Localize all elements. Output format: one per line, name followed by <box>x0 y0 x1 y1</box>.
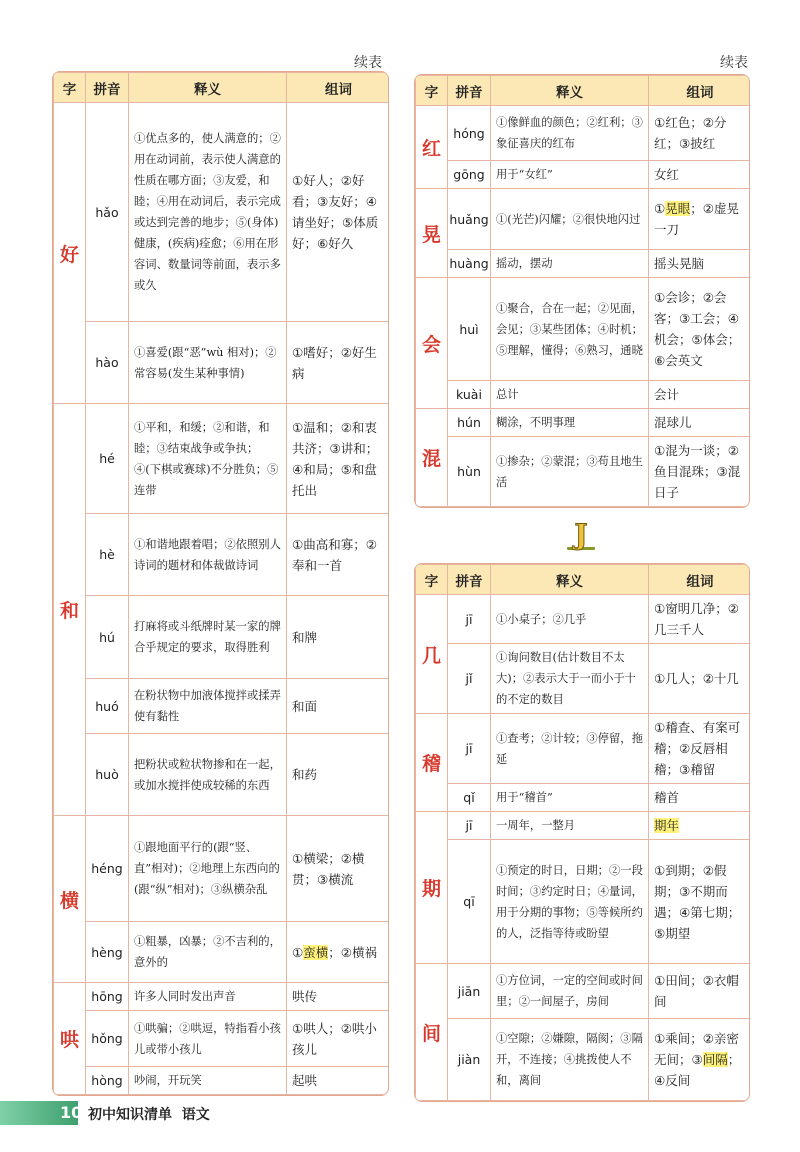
pinyin-cell: hóng <box>448 106 491 161</box>
words-cell: ①温和；②和衷共济；③讲和；④和局；⑤和盘托出 <box>287 404 390 514</box>
words-cell: ①嗜好；②好生病 <box>287 322 390 404</box>
pinyin-cell: hōng <box>86 983 129 1011</box>
meaning-cell: ①聚合，合在一起；②见面，会见；③某些团体；④时机；⑤理解，懂得；⑥熟习，通晓 <box>491 278 649 381</box>
header-zuci: 组词 <box>649 565 751 595</box>
pinyin-cell: jǐ <box>448 644 491 714</box>
words-cell: ①好人；②好看；③友好；④请坐好；⑤体质好；⑥好久 <box>287 103 390 322</box>
pinyin-cell: jī <box>448 812 491 840</box>
meaning-cell: ①空隙；②嫌隙，隔阂；③隔开，不连接；④挑拨使人不和，离间 <box>491 1019 649 1101</box>
words-cell <box>649 812 751 840</box>
pinyin-cell: hòng <box>86 1067 129 1095</box>
highlighted-word: 间隔 <box>702 1052 728 1067</box>
letter-text: J <box>574 520 588 551</box>
pinyin-cell: hǎo <box>86 103 129 322</box>
meaning-cell: ①(光芒)闪耀；②很快地闪过 <box>491 189 649 250</box>
words-cell: 摇头晃脑 <box>649 250 751 278</box>
pinyin-cell: hú <box>86 596 129 679</box>
meaning-cell: ①查考；②计较；③停留，拖延 <box>491 714 649 784</box>
char-cell: 混 <box>416 409 448 507</box>
meaning-cell: 用于“女红” <box>491 161 649 189</box>
footer-title: 初中知识清单 语文 <box>88 1107 210 1123</box>
pinyin-cell: hào <box>86 322 129 404</box>
meaning-cell: ①掺杂；②蒙混；③苟且地生活 <box>491 437 649 507</box>
pinyin-cell: qī <box>448 840 491 964</box>
meaning-cell: ①预定的时日，日期；②一段时间；③约定时日；④量词，用于分期的事物；⑤等候所约的人，泛指等待或盼望 <box>491 840 649 964</box>
pinyin-cell: hùn <box>448 437 491 507</box>
meaning-cell: 在粉状物中加液体搅拌或揉弄使有黏性 <box>129 679 287 734</box>
char-cell: 和 <box>54 404 86 816</box>
char-cell: 间 <box>416 964 448 1101</box>
words-cell: 女红 <box>649 161 751 189</box>
meaning-cell: 总计 <box>491 381 649 409</box>
char-cell: 红 <box>416 106 448 189</box>
words-cell: ①红色；②分红；③披红 <box>649 106 751 161</box>
highlighted-word: 晃眼 <box>665 201 691 216</box>
left-table <box>52 71 389 1096</box>
meaning-cell: ①像鲜血的颜色；②红利；③象征喜庆的红布 <box>491 106 649 161</box>
words-cell: 和药 <box>287 734 390 816</box>
words-cell: 稽首 <box>649 784 751 812</box>
meaning-cell: 用于“稽首” <box>491 784 649 812</box>
meaning-cell: ①方位词，一定的空间或时间里；②一间屋子，房间 <box>491 964 649 1019</box>
meaning-cell: ①粗暴，凶暴；②不吉利的，意外的 <box>129 922 287 983</box>
meaning-cell: 把粉状或粒状物掺和在一起，或加水搅拌使成较稀的东西 <box>129 734 287 816</box>
pinyin-cell: huàng <box>448 250 491 278</box>
header-zuci: 组词 <box>287 73 390 103</box>
page-number: 10 <box>60 1103 83 1122</box>
char-cell: 期 <box>416 812 448 964</box>
pinyin-cell: qǐ <box>448 784 491 812</box>
pinyin-cell: huò <box>86 734 129 816</box>
char-cell: 会 <box>416 278 448 409</box>
words-cell: ①窗明几净；②几三千人 <box>649 595 751 644</box>
header-zi: 字 <box>416 76 448 106</box>
header-pinyin: 拼音 <box>86 73 129 103</box>
header-pinyin: 拼音 <box>448 76 491 106</box>
pinyin-cell: jī <box>448 714 491 784</box>
header-pinyin: 拼音 <box>448 565 491 595</box>
words-cell: ①乘间；②亲密无间；③间隔；④反间 <box>649 1019 751 1101</box>
meaning-cell: ①和谐地跟着唱；②依照别人诗词的题材和体裁做诗词 <box>129 514 287 596</box>
pinyin-cell: huó <box>86 679 129 734</box>
pinyin-cell: huì <box>448 278 491 381</box>
meaning-cell: ①哄骗；②哄逗，特指看小孩儿或带小孩儿 <box>129 1011 287 1067</box>
pinyin-cell: hè <box>86 514 129 596</box>
words-cell: ①几人；②十几 <box>649 644 751 714</box>
words-cell: 哄传 <box>287 983 390 1011</box>
words-cell: ①田间；②衣帽间 <box>649 964 751 1019</box>
highlighted-word: 期年 <box>654 818 680 833</box>
char-cell: 稽 <box>416 714 448 812</box>
meaning-cell: 一周年，一整月 <box>491 812 649 840</box>
meaning-cell: 许多人同时发出声音 <box>129 983 287 1011</box>
char-cell: 横 <box>54 816 86 983</box>
meaning-cell: 摇动，摆动 <box>491 250 649 278</box>
char-cell: 晃 <box>416 189 448 278</box>
pinyin-cell: kuài <box>448 381 491 409</box>
meaning-cell: 吵闹，开玩笑 <box>129 1067 287 1095</box>
char-cell: 好 <box>54 103 86 404</box>
meaning-cell: 糊涂，不明事理 <box>491 409 649 437</box>
header-shiyi: 释义 <box>491 565 649 595</box>
char-cell: 几 <box>416 595 448 714</box>
words-cell: ①会诊；②会客；③工会；④机会；⑤体会；⑥会英文 <box>649 278 751 381</box>
pinyin-cell: hé <box>86 404 129 514</box>
words-cell: 混球儿 <box>649 409 751 437</box>
pinyin-cell: hèng <box>86 922 129 983</box>
continued-label-left: 续表 <box>354 55 382 71</box>
pinyin-cell: jī <box>448 595 491 644</box>
meaning-cell: ①平和，和缓；②和谐，和睦；③结束战争或争执；④(下棋或赛球)不分胜负；⑤连带 <box>129 404 287 514</box>
meaning-cell: ①询问数目(估计数目不太大)；②表示大于一而小于十的不定的数目 <box>491 644 649 714</box>
header-shiyi: 释义 <box>491 76 649 106</box>
words-cell: ①稽查、有案可稽；②反唇相稽；③稽留 <box>649 714 751 784</box>
char-cell: 哄 <box>54 983 86 1095</box>
words-cell: 和牌 <box>287 596 390 679</box>
pinyin-cell: gōng <box>448 161 491 189</box>
section-letter-j <box>563 520 599 556</box>
words-cell: ①横梁；②横贯；③横流 <box>287 816 390 922</box>
words-cell: 起哄 <box>287 1067 390 1095</box>
page-footer <box>0 1101 310 1125</box>
pinyin-cell: hún <box>448 409 491 437</box>
header-zuci: 组词 <box>649 76 751 106</box>
header-shiyi: 释义 <box>129 73 287 103</box>
pinyin-cell: jiān <box>448 964 491 1019</box>
words-cell: 和面 <box>287 679 390 734</box>
header-zi: 字 <box>416 565 448 595</box>
pinyin-cell: huǎng <box>448 189 491 250</box>
words-cell: 会计 <box>649 381 751 409</box>
meaning-cell: ①喜爱(跟“恶”wù 相对)；②常容易(发生某种事情) <box>129 322 287 404</box>
words-cell: ①哄人；②哄小孩儿 <box>287 1011 390 1067</box>
words-cell: ①蛮横；②横祸 <box>287 922 390 983</box>
words-cell: ①晃眼；②虚晃一刀 <box>649 189 751 250</box>
words-cell: ①曲高和寡；②奉和一首 <box>287 514 390 596</box>
pinyin-cell: jiàn <box>448 1019 491 1101</box>
continued-label-right: 续表 <box>720 55 748 71</box>
words-cell: ①混为一谈；②鱼目混珠；③混日子 <box>649 437 751 507</box>
header-zi: 字 <box>54 73 86 103</box>
right-bottom-table <box>414 563 750 1102</box>
meaning-cell: ①小桌子；②几乎 <box>491 595 649 644</box>
highlighted-word: 蛮横 <box>303 944 329 960</box>
pinyin-cell: héng <box>86 816 129 922</box>
meaning-cell: ①优点多的，使人满意的；②用在动词前，表示使人满意的性质在哪方面；③友爱，和睦；④用在动词后，表示完成或达到完善的地步；⑤(身体)健康，(疾病)痊愈；⑥用在形容词、数量词等前面，表示多或久 <box>129 103 287 322</box>
meaning-cell: ①跟地面平行的(跟“竖、直”相对)；②地理上东西向的(跟“纵”相对)；③纵横杂乱 <box>129 816 287 922</box>
meaning-cell: 打麻将或斗纸牌时某一家的牌合乎规定的要求，取得胜利 <box>129 596 287 679</box>
pinyin-cell: hǒng <box>86 1011 129 1067</box>
words-cell: ①到期；②假期；③不期而遇；④第七期；⑤期望 <box>649 840 751 964</box>
right-top-table <box>414 74 750 508</box>
